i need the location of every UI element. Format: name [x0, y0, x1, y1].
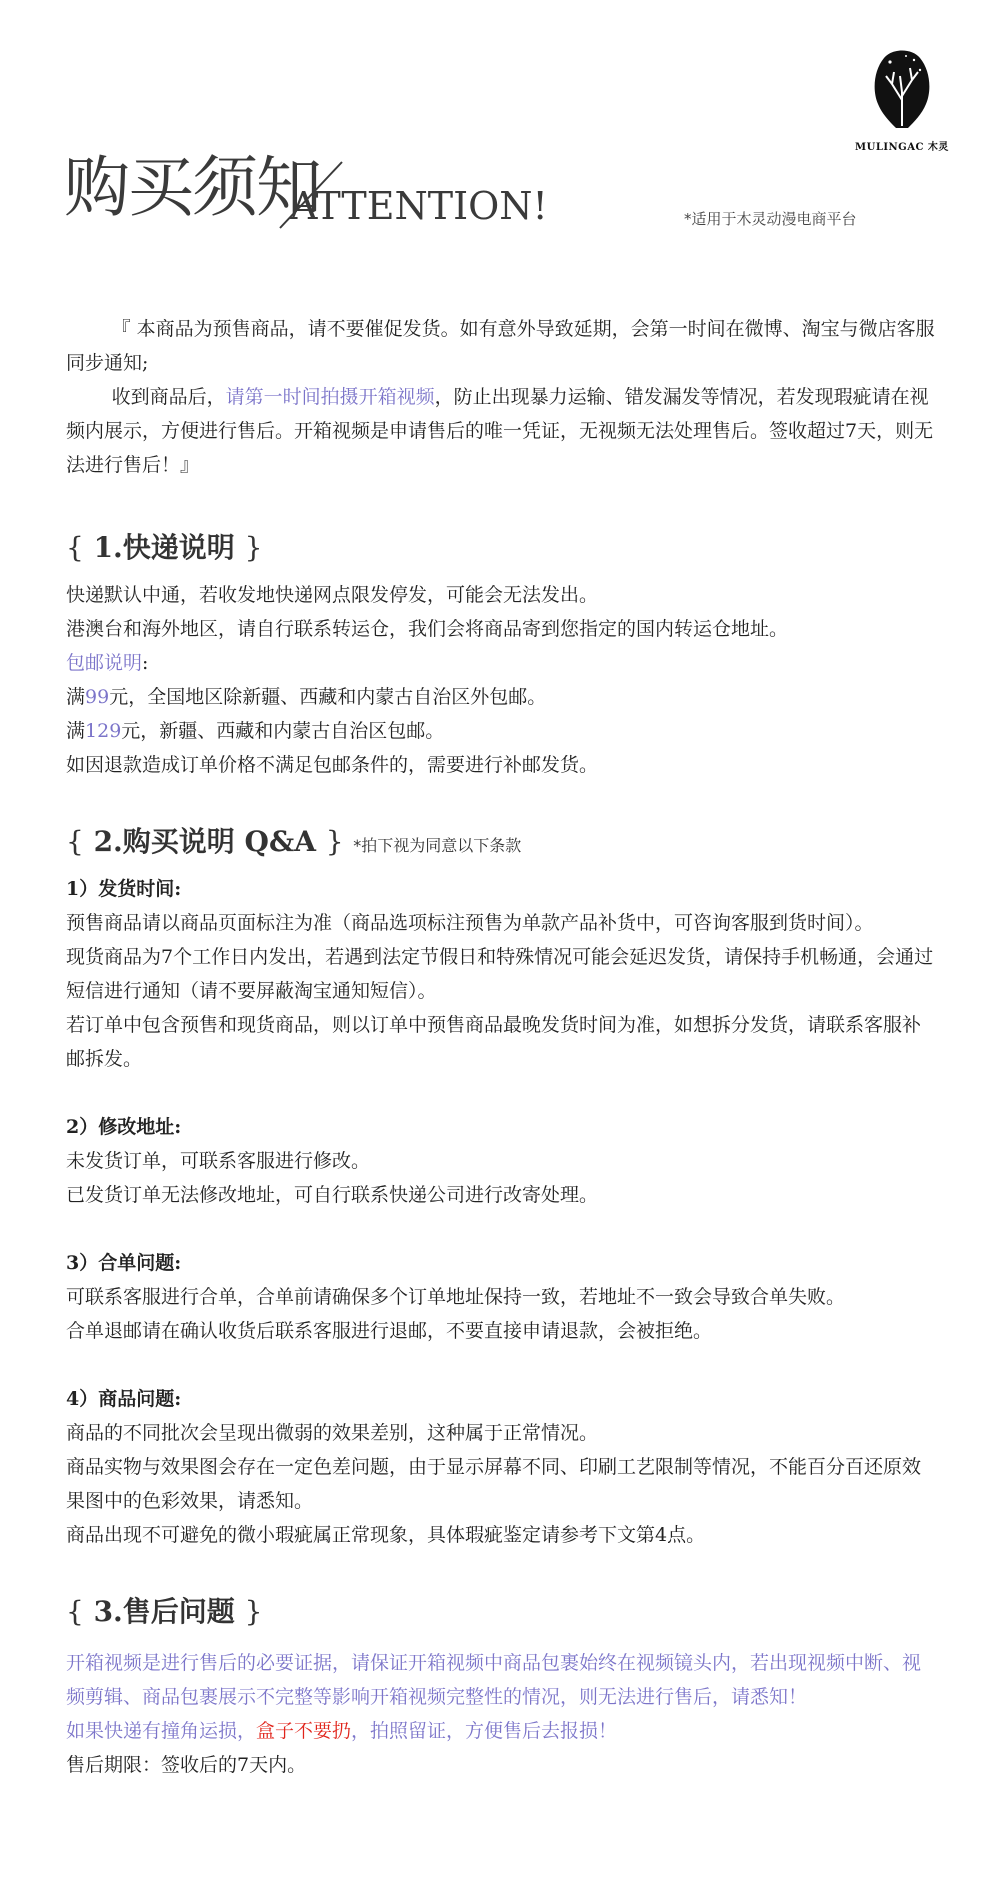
- section-1-title: [66, 528, 938, 568]
- section-1-brace-close: }: [244, 531, 263, 564]
- section-3-body: [66, 1646, 938, 1782]
- q3-line-1: 可联系客服进行合单，合单前请确保多个订单地址保持一致，若地址不一致会导致合单失败。: [66, 1286, 846, 1308]
- free-shipping-label: [66, 646, 938, 680]
- platform-note: *适用于木灵动漫电商平台: [684, 210, 857, 228]
- q4-line-3: 商品出现不可避免的微小瑕疵属正常现象，具体瑕疵鉴定请参考下文第4点。: [66, 1524, 706, 1546]
- section-2-brace-close: }: [325, 825, 344, 858]
- free-shipping-line-129: [66, 714, 938, 748]
- free-shipping-label-text: 包邮说明: [66, 652, 143, 674]
- page-title-en: ATTENTION!: [290, 184, 548, 228]
- brand-logo: [852, 40, 952, 160]
- section-3-title: [66, 1592, 938, 1632]
- aftersale-deadline: 售后期限：签收后的7天内。: [66, 1754, 307, 1776]
- intro-paragraph-1: 『 本商品为预售商品，请不要催促发货。如有意外导致延期，会第一时间在微博、淘宝与微店客服同步通知;: [66, 318, 935, 374]
- shipping-line-refund: 如因退款造成订单价格不满足包邮条件的，需要进行补邮发货。: [66, 754, 599, 776]
- section-1-body: [66, 578, 938, 782]
- intro-p2-suffix: ，防止出现暴力运输、错发漏发等情况，若发现瑕疵请在视频内展示，方便进行售后。开箱视频是申请售后的唯一凭证，无视频无法处理售后。签收超过7天，则无法进行售后！』: [66, 386, 934, 476]
- section-2-body: [66, 872, 938, 1552]
- line-99-amount: 99: [85, 686, 110, 708]
- intro-p2-prefix: 收到商品后，: [111, 386, 226, 408]
- q4-line-1: 商品的不同批次会呈现出微弱的效果差别，这种属于正常情况。: [66, 1422, 599, 1444]
- aftersale-paragraph-2: [66, 1714, 938, 1748]
- q1-title: 1）发货时间:: [66, 878, 182, 900]
- line-129-suffix: 元，新疆、西藏和内蒙古自治区包邮。: [121, 720, 445, 742]
- intro-paragraph-2: [66, 380, 938, 482]
- logo-text: MULINGAC 木灵: [855, 142, 949, 153]
- aftersale-paragraph-1: 开箱视频是进行售后的必要证据，请保证开箱视频中商品包裹始终在视频镜头内，若出现视频中断、视频剪辑、商品包裹展示不完整等影响开箱视频完整性的情况，则无法进行售后，请悉知！: [66, 1652, 922, 1708]
- section-3-brace-open: {: [66, 1595, 84, 1628]
- line-129-amount: 129: [85, 720, 122, 742]
- main-content: [66, 312, 938, 1782]
- shipping-line-1: 快递默认中通，若收发地快递网点限发停发，可能会无法发出。: [66, 584, 599, 606]
- free-shipping-line-99: [66, 680, 938, 714]
- section-2-brace-open: {: [66, 825, 84, 858]
- q4-title: 4）商品问题:: [66, 1388, 182, 1410]
- section-1-brace-open: {: [66, 531, 84, 564]
- q2-line-1: 未发货订单，可联系客服进行修改。: [66, 1150, 371, 1172]
- section-1-title-text: 1.快递说明: [83, 531, 245, 564]
- q4-line-2: 商品实物与效果图会存在一定色差问题，由于显示屏幕不同、印刷工艺限制等情况，不能百分百还原效果图中的色彩效果，请悉知。: [66, 1456, 922, 1512]
- page-title-cn: 购买须知: [64, 149, 320, 226]
- q1-line-3: 若订单中包含预售和现货商品，则以订单中预售商品最晚发货时间为准，如想拆分发货，请联系客服补邮拆发。: [66, 1014, 922, 1070]
- aftersale-p2-suffix: ，拍照留证，方便售后去报损！: [351, 1720, 618, 1742]
- line-99-prefix: 满: [66, 686, 86, 708]
- q2-line-2: 已发货订单无法修改地址，可自行联系快递公司进行改寄处理。: [66, 1184, 599, 1206]
- q1-line-1: 预售商品请以商品页面标注为准（商品选项标注预售为单款产品补货中，可咨询客服到货时间）。: [66, 912, 874, 934]
- line-129-prefix: 满: [66, 720, 86, 742]
- section-2-title-text: 2.购买说明 Q&A: [83, 825, 326, 858]
- section-3-title-text: 3.售后问题: [83, 1595, 245, 1628]
- intro-notice: [66, 312, 938, 482]
- q2-title: 2）修改地址:: [66, 1116, 182, 1138]
- q3-line-2: 合单退邮请在确认收货后联系客服进行退邮，不要直接申请退款，会被拒绝。: [66, 1320, 713, 1342]
- section-2-title: [66, 822, 938, 866]
- line-99-suffix: 元，全国地区除新疆、西藏和内蒙古自治区外包邮。: [109, 686, 547, 708]
- q1-line-2: 现货商品为7个工作日内发出，若遇到法定节假日和特殊情况可能会延迟发货，请保持手机畅通，会通过短信进行通知（请不要屏蔽淘宝通知短信）。: [66, 946, 934, 1002]
- aftersale-p2-red: 盒子不要扔: [256, 1720, 352, 1742]
- section-2-subtitle: *拍下视为同意以下条款: [353, 836, 522, 855]
- aftersale-p2-prefix: 如果快递有撞角运损，: [66, 1720, 257, 1742]
- shipping-line-2: 港澳台和海外地区，请自行联系转运仓，我们会将商品寄到您指定的国内转运仓地址。: [66, 618, 789, 640]
- intro-p2-highlight: 请第一时间拍摄开箱视频: [225, 386, 435, 408]
- section-3-brace-close: }: [244, 1595, 263, 1628]
- deer-tree-logo-icon: [870, 40, 934, 136]
- free-shipping-colon: :: [142, 652, 149, 674]
- q3-title: 3）合单问题:: [66, 1252, 182, 1274]
